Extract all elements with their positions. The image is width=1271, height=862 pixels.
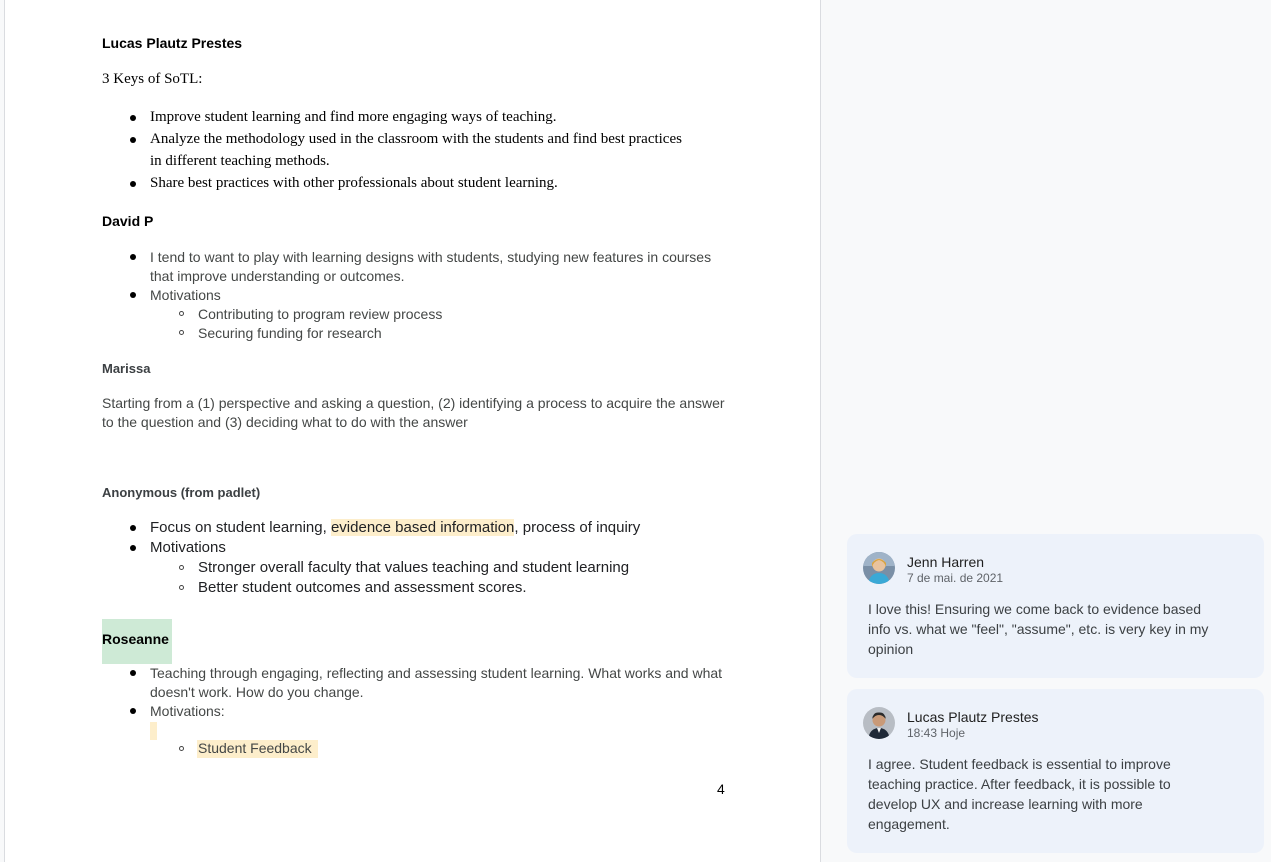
paragraph-line: Starting from a (1) perspective and asking a question, (2) identifying a process to acquire the answer <box>102 395 725 411</box>
sub-list-item: Contributing to program review process <box>198 306 443 322</box>
list-item: Motivations <box>150 539 226 556</box>
section-heading-marissa: Marissa <box>102 361 151 376</box>
comment-author: Jenn Harren <box>907 554 985 570</box>
list-item: Share best practices with other professionals about student learning. <box>150 175 558 191</box>
comment-text: I agree. Student feedback is essential to improve teaching practice. After feedback, it is possible to develop UX and increase learning with more engagement. <box>868 756 1171 832</box>
sub-list-item: Stronger overall faculty that values teaching and student learning <box>198 559 630 576</box>
list-item <box>150 519 640 536</box>
list-item-continuation: that improve understanding or outcomes. <box>150 268 405 284</box>
sub-bullet <box>179 311 184 316</box>
list-item: Analyze the methodology used in the classroom with the students and find best practices <box>150 131 682 147</box>
bullet <box>130 137 136 143</box>
list-item: Teaching through engaging, reflecting and assessing student learning. What works and what <box>150 665 723 681</box>
list-item-continuation: in different teaching methods. <box>150 153 330 169</box>
highlighted-comment-anchor[interactable]: Student Feedback <box>197 740 318 758</box>
sub-bullet <box>179 565 184 570</box>
section-heading-lucas: Lucas Plautz Prestes <box>102 35 243 51</box>
sub-list-item: Securing funding for research <box>198 325 382 341</box>
comment-date: 18:43 Hoje <box>907 726 966 740</box>
sub-bullet <box>179 746 184 751</box>
list-item: Motivations <box>150 287 221 303</box>
bullet <box>130 545 136 551</box>
sub-bullet <box>179 585 184 590</box>
page-number: 4 <box>717 781 725 797</box>
bullet <box>130 525 136 531</box>
empty-highlight <box>150 722 157 740</box>
sub-bullet <box>179 330 184 335</box>
avatar[interactable] <box>863 707 895 739</box>
comment-date: 7 de mai. de 2021 <box>907 571 1004 585</box>
list-item-text: , process of inquiry <box>514 519 641 536</box>
comment-author: Lucas Plautz Prestes <box>907 709 1039 725</box>
bullet <box>130 254 136 260</box>
list-item-continuation: doesn't work. How do you change. <box>150 684 364 700</box>
comment-card[interactable] <box>847 534 1264 678</box>
bullet <box>130 708 136 714</box>
keys-title: 3 Keys of SoTL: <box>102 71 203 87</box>
section-heading-david: David P <box>102 213 154 229</box>
comment-text: I love this! Ensuring we come back to evidence based info vs. what we "feel", "assume", etc. is very key in my opinion <box>868 601 1209 657</box>
document-page[interactable] <box>4 0 821 862</box>
list-item: Improve student learning and find more engaging ways of teaching. <box>150 109 557 125</box>
bullet <box>130 292 136 298</box>
list-item: I tend to want to play with learning designs with students, studying new features in courses <box>150 249 712 265</box>
bullet <box>130 181 136 187</box>
section-heading-roseanne: Roseanne <box>102 631 169 647</box>
bullet <box>130 670 136 676</box>
bullet <box>130 115 136 121</box>
avatar[interactable] <box>863 552 895 584</box>
list-item-text: Focus on student learning, <box>150 519 331 536</box>
paragraph-line: to the question and (3) deciding what to do with the answer <box>102 414 468 430</box>
section-heading-anonymous: Anonymous (from padlet) <box>102 485 261 500</box>
highlighted-comment-anchor[interactable]: evidence based information <box>330 519 515 536</box>
comment-card[interactable] <box>847 689 1264 853</box>
sub-list-item: Better student outcomes and assessment scores. <box>198 579 527 596</box>
list-item: Motivations: <box>150 703 225 719</box>
